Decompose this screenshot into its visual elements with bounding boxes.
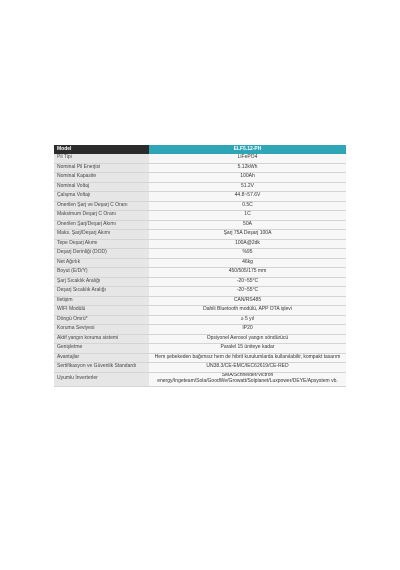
table-row (54, 239, 346, 249)
spec-value: ≥ 5 yıl (149, 315, 346, 325)
spec-value: 450/505/175 mm (149, 268, 346, 278)
spec-label: Maksimum Deşarj C Oranı (54, 211, 149, 221)
spec-sheet (54, 145, 346, 387)
spec-label: Pil Tipi (54, 154, 149, 163)
table-row (54, 325, 346, 335)
spec-value: 51.2V (149, 182, 346, 192)
spec-label: WIFI Modülü (54, 306, 149, 316)
table-row (54, 230, 346, 240)
table-row (54, 353, 346, 363)
spec-value: 100Ah (149, 173, 346, 183)
spec-label: Nominal Kapasite (54, 173, 149, 183)
table-row (54, 192, 346, 202)
spec-table (54, 145, 346, 387)
spec-value: SMA/Schneider/Victron energy/Ingeteam/Sola/GoodWe/Growatt/Solplanet/Luxpower/DEYE/Apsystem vb. (149, 372, 346, 386)
spec-value: -20~55°C (149, 277, 346, 287)
spec-label: Koruma Seviyesi (54, 325, 149, 335)
spec-value: Hem şebekeden bağımsız hem de hibrit kurulumlarda kullanılabilir, kompakt tasarım (149, 353, 346, 363)
table-row (54, 334, 346, 344)
spec-value: Opsiyonel Aerosol yangın söndürücü (149, 334, 346, 344)
spec-label: Aktif yangın koruma sistemi (54, 334, 149, 344)
spec-value: Paralel 15 üniteye kadar (149, 344, 346, 354)
spec-value: 46kg (149, 258, 346, 268)
spec-label: Maks. Şarj/Deşarj Akımı (54, 230, 149, 240)
table-row (54, 173, 346, 183)
spec-label: Tepe Deşarj Akımı (54, 239, 149, 249)
header-key: Model (54, 145, 149, 154)
table-row (54, 182, 346, 192)
table-row (54, 296, 346, 306)
table-row (54, 306, 346, 316)
spec-value: 0.5C (149, 201, 346, 211)
spec-value: 44.8~57.6V (149, 192, 346, 202)
spec-label: Önerilen Şarj ve Deşarj C Oranı (54, 201, 149, 211)
model-name: ELF5.12-PH (149, 145, 346, 154)
spec-value: LiFePO4 (149, 154, 346, 163)
table-header-row (54, 145, 346, 154)
spec-label: Genişletme (54, 344, 149, 354)
spec-value: UN38.3/CE-EMC/IEC62619/CE-RED (149, 363, 346, 373)
spec-value: -20~55°C (149, 287, 346, 297)
spec-label: Şarj Sıcaklık Aralığı (54, 277, 149, 287)
spec-label: Boyut (E/D/Y) (54, 268, 149, 278)
spec-value: 5.12kWh (149, 163, 346, 173)
spec-value: 100A@2dk (149, 239, 346, 249)
spec-value: %95 (149, 249, 346, 259)
table-row (54, 344, 346, 354)
spec-label: Nominal Pil Enerjisi (54, 163, 149, 173)
spec-value: Dahili Bluetooth modülü, APP OTA işlevi (149, 306, 346, 316)
table-row (54, 163, 346, 173)
table-row (54, 363, 346, 373)
table-row (54, 277, 346, 287)
table-row (54, 268, 346, 278)
spec-label: Önerilen Şarj/Deşarj Akımı (54, 220, 149, 230)
table-row (54, 315, 346, 325)
spec-label: Uyumlu İnverterler (54, 372, 149, 386)
table-row (54, 211, 346, 221)
table-row (54, 154, 346, 163)
spec-value: 1C (149, 211, 346, 221)
spec-value: 50A (149, 220, 346, 230)
spec-label: Döngü Ömrü* (54, 315, 149, 325)
table-row (54, 372, 346, 386)
spec-label: Deşarj Sıcaklık Aralığı (54, 287, 149, 297)
spec-label: Net Ağırlık (54, 258, 149, 268)
spec-label: Sertifikasyon ve Güvenlik Standardı (54, 363, 149, 373)
spec-value: CAN/RS485 (149, 296, 346, 306)
table-row (54, 258, 346, 268)
spec-label: Çalışma Voltajı (54, 192, 149, 202)
table-row (54, 287, 346, 297)
spec-label: Avantajlar (54, 353, 149, 363)
spec-label: Nominal Voltaj (54, 182, 149, 192)
spec-value: Şarj 75A Deşarj 100A (149, 230, 346, 240)
spec-value: IP20 (149, 325, 346, 335)
table-row (54, 220, 346, 230)
spec-label: Deşarj Derinliği (DOD) (54, 249, 149, 259)
spec-label: İletişim (54, 296, 149, 306)
table-row (54, 249, 346, 259)
table-row (54, 201, 346, 211)
